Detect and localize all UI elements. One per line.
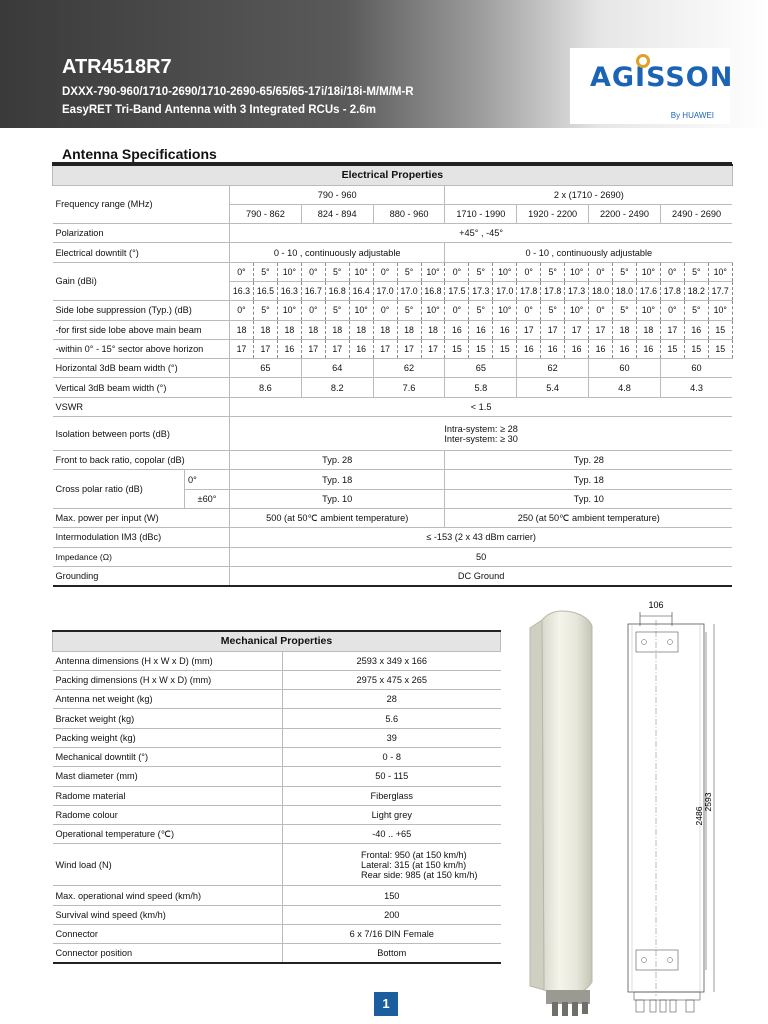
tilt-cell: 10° bbox=[493, 301, 517, 320]
electrical-heading: Electrical Properties bbox=[53, 165, 733, 185]
sls-first-row bbox=[53, 320, 733, 339]
mechanical-row bbox=[53, 925, 501, 944]
sub-band-cell: 2200 - 2490 bbox=[589, 204, 661, 223]
logo-text: AGISSON bbox=[590, 62, 734, 93]
sub-band-cell: 880 - 960 bbox=[373, 204, 445, 223]
header-banner bbox=[0, 0, 768, 128]
sls-first-cell: 18 bbox=[373, 320, 397, 339]
tilt-cell: 0° bbox=[301, 301, 325, 320]
tilt-cell: 10° bbox=[421, 301, 445, 320]
tilt-cell: 5° bbox=[325, 262, 349, 281]
sls-within-cell: 17 bbox=[421, 339, 445, 358]
tilt-cell: 10° bbox=[349, 262, 373, 281]
gain-cell: 17.5 bbox=[445, 281, 469, 300]
isolation-value bbox=[230, 417, 733, 451]
tilt-cell: 0° bbox=[660, 301, 684, 320]
wind-rear: Rear side: 985 (at 150 km/h) bbox=[361, 869, 478, 880]
tilt-cell: 10° bbox=[277, 301, 301, 320]
tilt-cell: 10° bbox=[493, 262, 517, 281]
gain-cell: 17.7 bbox=[708, 281, 732, 300]
tilt-cell: 0° bbox=[373, 301, 397, 320]
tilt-cell: 5° bbox=[684, 301, 708, 320]
page-number: 1 bbox=[374, 992, 398, 1016]
sls-first-cell: 18 bbox=[421, 320, 445, 339]
mechanical-label: Bracket weight (kg) bbox=[53, 709, 283, 728]
tilt-cell: 10° bbox=[421, 262, 445, 281]
dim-width-label: 106 bbox=[648, 600, 664, 610]
dim-total-label: 2593 bbox=[703, 792, 713, 812]
ftb-label: Front to back ratio, copolar (dB) bbox=[53, 451, 230, 470]
mechanical-row bbox=[53, 728, 501, 747]
polarization-label: Polarization bbox=[53, 224, 230, 243]
mechanical-row bbox=[53, 805, 501, 824]
hbw-cell: 65 bbox=[445, 359, 517, 378]
mechanical-value: 2975 x 475 x 265 bbox=[283, 670, 501, 689]
tilt-cell: 5° bbox=[684, 262, 708, 281]
band-high: 2 x (1710 - 2690) bbox=[445, 185, 732, 204]
tilt-cell: 10° bbox=[349, 301, 373, 320]
vbw-cell: 7.6 bbox=[373, 378, 445, 397]
mechanical-label: Max. operational wind speed (km/h) bbox=[53, 886, 283, 905]
sls-within-cell: 16 bbox=[349, 339, 373, 358]
logo-ring-icon bbox=[636, 54, 650, 68]
gain-cell: 16.7 bbox=[301, 281, 325, 300]
mechanical-label: Connector position bbox=[53, 944, 283, 963]
mechanical-row bbox=[53, 767, 501, 786]
mechanical-label: Survival wind speed (km/h) bbox=[53, 905, 283, 924]
product-description: EasyRET Tri-Band Antenna with 3 Integrated RCUs - 2.6m bbox=[62, 104, 376, 116]
tilt-cell: 0° bbox=[517, 262, 541, 281]
impedance-label: Impedance (Ω) bbox=[53, 547, 230, 566]
im3-value: ≤ -153 (2 x 43 dBm carrier) bbox=[230, 528, 733, 547]
wind-label: Wind load (N) bbox=[53, 844, 283, 886]
hbw-cell: 65 bbox=[230, 359, 302, 378]
gain-cell: 18.2 bbox=[684, 281, 708, 300]
wind-frontal: Frontal: 950 (at 150 km/h) bbox=[361, 849, 467, 860]
gain-label: Gain (dBi) bbox=[53, 262, 230, 301]
vbw-cell: 4.3 bbox=[660, 378, 732, 397]
sls-first-cell: 17 bbox=[660, 320, 684, 339]
sls-first-cell: 16 bbox=[469, 320, 493, 339]
sub-band-cell: 2490 - 2690 bbox=[660, 204, 732, 223]
product-model: DXXX-790-960/1710-2690/1710-2690-65/65/65-17i/18i/18i-M/M/M-R bbox=[62, 86, 414, 98]
mechanical-label: Antenna dimensions (H x W x D) (mm) bbox=[53, 651, 283, 670]
wind-value bbox=[283, 844, 501, 886]
xpol-a-high: Typ. 18 bbox=[445, 470, 732, 489]
vbw-cell: 8.6 bbox=[230, 378, 302, 397]
mechanical-properties-table bbox=[52, 630, 501, 964]
sls-first-cell: 18 bbox=[397, 320, 421, 339]
sls-within-cell: 16 bbox=[636, 339, 660, 358]
tilt-cell: 5° bbox=[397, 262, 421, 281]
mechanical-value: -40 .. +65 bbox=[283, 825, 501, 844]
gain-cell: 17.8 bbox=[517, 281, 541, 300]
mechanical-rows-2 bbox=[53, 886, 501, 963]
tilt-cell: 0° bbox=[373, 262, 397, 281]
mechanical-value: 2593 x 349 x 166 bbox=[283, 651, 501, 670]
hbw-cell: 62 bbox=[373, 359, 445, 378]
mechanical-label: Antenna net weight (kg) bbox=[53, 690, 283, 709]
downtilt-label: Electrical downtilt (°) bbox=[53, 243, 230, 262]
sls-first-label: -for first side lobe above main beam bbox=[53, 320, 230, 339]
sls-first-cell: 18 bbox=[349, 320, 373, 339]
vbw-row bbox=[53, 378, 733, 397]
xpol-b-low: Typ. 10 bbox=[230, 489, 445, 508]
sls-first-cell: 18 bbox=[325, 320, 349, 339]
tilt-cell: 0° bbox=[230, 301, 254, 320]
mechanical-label: Mast diameter (mm) bbox=[53, 767, 283, 786]
sls-first-cell: 18 bbox=[636, 320, 660, 339]
sls-within-cell: 16 bbox=[517, 339, 541, 358]
gain-cell: 16.3 bbox=[277, 281, 301, 300]
gain-cell: 16.8 bbox=[421, 281, 445, 300]
sls-first-cell: 17 bbox=[541, 320, 565, 339]
gain-cell: 18.0 bbox=[589, 281, 613, 300]
vswr-value: < 1.5 bbox=[230, 397, 733, 416]
mechanical-value: 50 - 115 bbox=[283, 767, 501, 786]
tilt-cell: 5° bbox=[397, 301, 421, 320]
freq-label: Frequency range (MHz) bbox=[53, 185, 230, 224]
tilt-cell: 0° bbox=[589, 301, 613, 320]
mechanical-label: Mechanical downtilt (°) bbox=[53, 747, 283, 766]
vbw-cell: 5.4 bbox=[517, 378, 589, 397]
mechanical-row bbox=[53, 690, 501, 709]
ftb-high: Typ. 28 bbox=[445, 451, 732, 470]
tilt-cell: 5° bbox=[253, 301, 277, 320]
mechanical-row bbox=[53, 709, 501, 728]
hbw-cell: 60 bbox=[589, 359, 661, 378]
vbw-cell: 8.2 bbox=[301, 378, 373, 397]
sls-first-cell: 16 bbox=[684, 320, 708, 339]
tilt-cell: 0° bbox=[445, 262, 469, 281]
hbw-label: Horizontal 3dB beam width (°) bbox=[53, 359, 230, 378]
vbw-label: Vertical 3dB beam width (°) bbox=[53, 378, 230, 397]
tilt-cell: 5° bbox=[469, 301, 493, 320]
sls-first-cell: 15 bbox=[708, 320, 732, 339]
tilt-cell: 5° bbox=[541, 301, 565, 320]
gain-cell: 16.4 bbox=[349, 281, 373, 300]
sls-first-cell: 18 bbox=[253, 320, 277, 339]
sls-label: Side lobe suppression (Typ.) (dB) bbox=[53, 301, 230, 320]
section-title: Antenna Specifications bbox=[62, 146, 217, 162]
mechanical-value: 0 - 8 bbox=[283, 747, 501, 766]
mechanical-rows bbox=[53, 651, 501, 844]
tilt-cell: 5° bbox=[325, 301, 349, 320]
grounding-value: DC Ground bbox=[230, 566, 733, 585]
isolation-intra: Intra-system: ≥ 28 bbox=[444, 423, 518, 434]
sub-band-cell: 790 - 862 bbox=[230, 204, 302, 223]
sls-within-cell: 17 bbox=[301, 339, 325, 358]
tilt-cell: 0° bbox=[517, 301, 541, 320]
band-low: 790 - 960 bbox=[230, 185, 445, 204]
sls-within-cell: 16 bbox=[277, 339, 301, 358]
sls-within-cell: 15 bbox=[684, 339, 708, 358]
sls-within-cell: 16 bbox=[541, 339, 565, 358]
power-low: 500 (at 50℃ ambient temperature) bbox=[230, 508, 445, 527]
product-title: ATR4518R7 bbox=[62, 56, 172, 78]
mechanical-value: 200 bbox=[283, 905, 501, 924]
mechanical-row bbox=[53, 886, 501, 905]
brand-logo bbox=[570, 48, 734, 124]
gain-cell: 17.0 bbox=[397, 281, 421, 300]
power-label: Max. power per input (W) bbox=[53, 508, 230, 527]
tilt-cell: 5° bbox=[613, 262, 637, 281]
sls-within-cell: 15 bbox=[493, 339, 517, 358]
logo-tagline: By HUAWEI bbox=[670, 111, 714, 120]
sls-first-cell: 18 bbox=[301, 320, 325, 339]
mechanical-label: Packing dimensions (H x W x D) (mm) bbox=[53, 670, 283, 689]
mechanical-row bbox=[53, 747, 501, 766]
grounding-label: Grounding bbox=[53, 566, 230, 585]
tilt-cell: 10° bbox=[636, 262, 660, 281]
gain-cell: 16.3 bbox=[230, 281, 254, 300]
sls-within-cell: 17 bbox=[230, 339, 254, 358]
hbw-cell: 64 bbox=[301, 359, 373, 378]
sls-within-cell: 16 bbox=[613, 339, 637, 358]
sls-first-cell: 18 bbox=[230, 320, 254, 339]
tilt-cell: 10° bbox=[708, 262, 732, 281]
xpol-label: Cross polar ratio (dB) bbox=[53, 470, 185, 509]
tilt-cell: 10° bbox=[636, 301, 660, 320]
sub-band-cell: 1920 - 2200 bbox=[517, 204, 589, 223]
sls-within-cell: 16 bbox=[565, 339, 589, 358]
ftb-low: Typ. 28 bbox=[230, 451, 445, 470]
sls-within-cell: 15 bbox=[708, 339, 732, 358]
polarization-value: +45° , -45° bbox=[230, 224, 733, 243]
impedance-value: 50 bbox=[230, 547, 733, 566]
mechanical-value: 39 bbox=[283, 728, 501, 747]
mechanical-label: Operational temperature (℃) bbox=[53, 825, 283, 844]
sub-band-cell: 1710 - 1990 bbox=[445, 204, 517, 223]
tilt-cell: 0° bbox=[445, 301, 469, 320]
xpol-angle-a: 0° bbox=[185, 470, 230, 489]
xpol-angle-b: ±60° bbox=[185, 489, 230, 508]
gain-cell: 18.0 bbox=[613, 281, 637, 300]
tilt-cell: 5° bbox=[541, 262, 565, 281]
mechanical-row bbox=[53, 825, 501, 844]
tilt-cell: 0° bbox=[301, 262, 325, 281]
sls-within-cell: 17 bbox=[373, 339, 397, 358]
mechanical-label: Packing weight (kg) bbox=[53, 728, 283, 747]
mechanical-value: Bottom bbox=[283, 944, 501, 963]
sub-band-cell: 824 - 894 bbox=[301, 204, 373, 223]
hbw-row bbox=[53, 359, 733, 378]
mechanical-value: 150 bbox=[283, 886, 501, 905]
mechanical-row bbox=[53, 905, 501, 924]
sls-within-cell: 15 bbox=[660, 339, 684, 358]
mechanical-row bbox=[53, 944, 501, 963]
vbw-cell: 4.8 bbox=[589, 378, 661, 397]
power-high: 250 (at 50℃ ambient temperature) bbox=[445, 508, 732, 527]
antenna-photo bbox=[522, 606, 610, 1018]
sls-within-cell: 17 bbox=[397, 339, 421, 358]
sls-within-cell: 15 bbox=[445, 339, 469, 358]
sls-within-cell: 17 bbox=[325, 339, 349, 358]
isolation-inter: Inter-system: ≥ 30 bbox=[444, 433, 518, 444]
tilt-cell: 10° bbox=[277, 262, 301, 281]
gain-cell: 17.6 bbox=[636, 281, 660, 300]
mechanical-row bbox=[53, 651, 501, 670]
mechanical-value: Fiberglass bbox=[283, 786, 501, 805]
sls-first-cell: 18 bbox=[277, 320, 301, 339]
mechanical-row bbox=[53, 670, 501, 689]
tilt-cell: 0° bbox=[230, 262, 254, 281]
mechanical-value: 28 bbox=[283, 690, 501, 709]
downtilt-high: 0 - 10 , continuously adjustable bbox=[445, 243, 732, 262]
electrical-properties-table bbox=[52, 164, 733, 587]
sls-within-cell: 17 bbox=[253, 339, 277, 358]
sls-first-cell: 16 bbox=[445, 320, 469, 339]
mechanical-label: Radome material bbox=[53, 786, 283, 805]
mechanical-row bbox=[53, 786, 501, 805]
gain-cell: 17.8 bbox=[660, 281, 684, 300]
gain-cell: 17.0 bbox=[493, 281, 517, 300]
mechanical-value: 5.6 bbox=[283, 709, 501, 728]
gain-cell: 16.8 bbox=[325, 281, 349, 300]
gain-cell: 17.3 bbox=[565, 281, 589, 300]
im3-label: Intermodulation IM3 (dBc) bbox=[53, 528, 230, 547]
tilt-cell: 5° bbox=[469, 262, 493, 281]
tilt-cell: 5° bbox=[253, 262, 277, 281]
downtilt-low: 0 - 10 , continuously adjustable bbox=[230, 243, 445, 262]
sls-within-cell: 16 bbox=[589, 339, 613, 358]
xpol-b-high: Typ. 10 bbox=[445, 489, 732, 508]
tilt-cell: 10° bbox=[565, 301, 589, 320]
gain-cell: 16.5 bbox=[253, 281, 277, 300]
sls-first-cell: 16 bbox=[493, 320, 517, 339]
tilt-cell: 10° bbox=[565, 262, 589, 281]
mechanical-heading: Mechanical Properties bbox=[53, 631, 501, 651]
gain-cell: 17.8 bbox=[541, 281, 565, 300]
tilt-cell: 0° bbox=[660, 262, 684, 281]
tilt-cell: 10° bbox=[708, 301, 732, 320]
hbw-cell: 60 bbox=[660, 359, 732, 378]
mechanical-label: Connector bbox=[53, 925, 283, 944]
dim-inner-label: 2486 bbox=[694, 806, 704, 826]
gain-tilt-row bbox=[53, 262, 733, 281]
sls-first-cell: 17 bbox=[565, 320, 589, 339]
sls-first-cell: 17 bbox=[517, 320, 541, 339]
gain-cell: 17.3 bbox=[469, 281, 493, 300]
mechanical-label: Radome colour bbox=[53, 805, 283, 824]
dimension-drawing bbox=[612, 596, 722, 1018]
sls-tilt-row bbox=[53, 301, 733, 320]
isolation-label: Isolation between ports (dB) bbox=[53, 417, 230, 451]
sls-within-cell: 15 bbox=[469, 339, 493, 358]
vbw-cell: 5.8 bbox=[445, 378, 517, 397]
tilt-cell: 0° bbox=[589, 262, 613, 281]
mechanical-value: 6 x 7/16 DIN Female bbox=[283, 925, 501, 944]
mechanical-value: Light grey bbox=[283, 805, 501, 824]
tilt-cell: 5° bbox=[613, 301, 637, 320]
gain-cell: 17.0 bbox=[373, 281, 397, 300]
hbw-cell: 62 bbox=[517, 359, 589, 378]
vswr-label: VSWR bbox=[53, 397, 230, 416]
xpol-a-low: Typ. 18 bbox=[230, 470, 445, 489]
sls-within-label: -within 0° - 15° sector above horizon bbox=[53, 339, 230, 358]
sls-within-row bbox=[53, 339, 733, 358]
wind-lateral: Lateral: 315 (at 150 km/h) bbox=[361, 859, 467, 870]
sls-first-cell: 17 bbox=[589, 320, 613, 339]
sls-first-cell: 18 bbox=[613, 320, 637, 339]
